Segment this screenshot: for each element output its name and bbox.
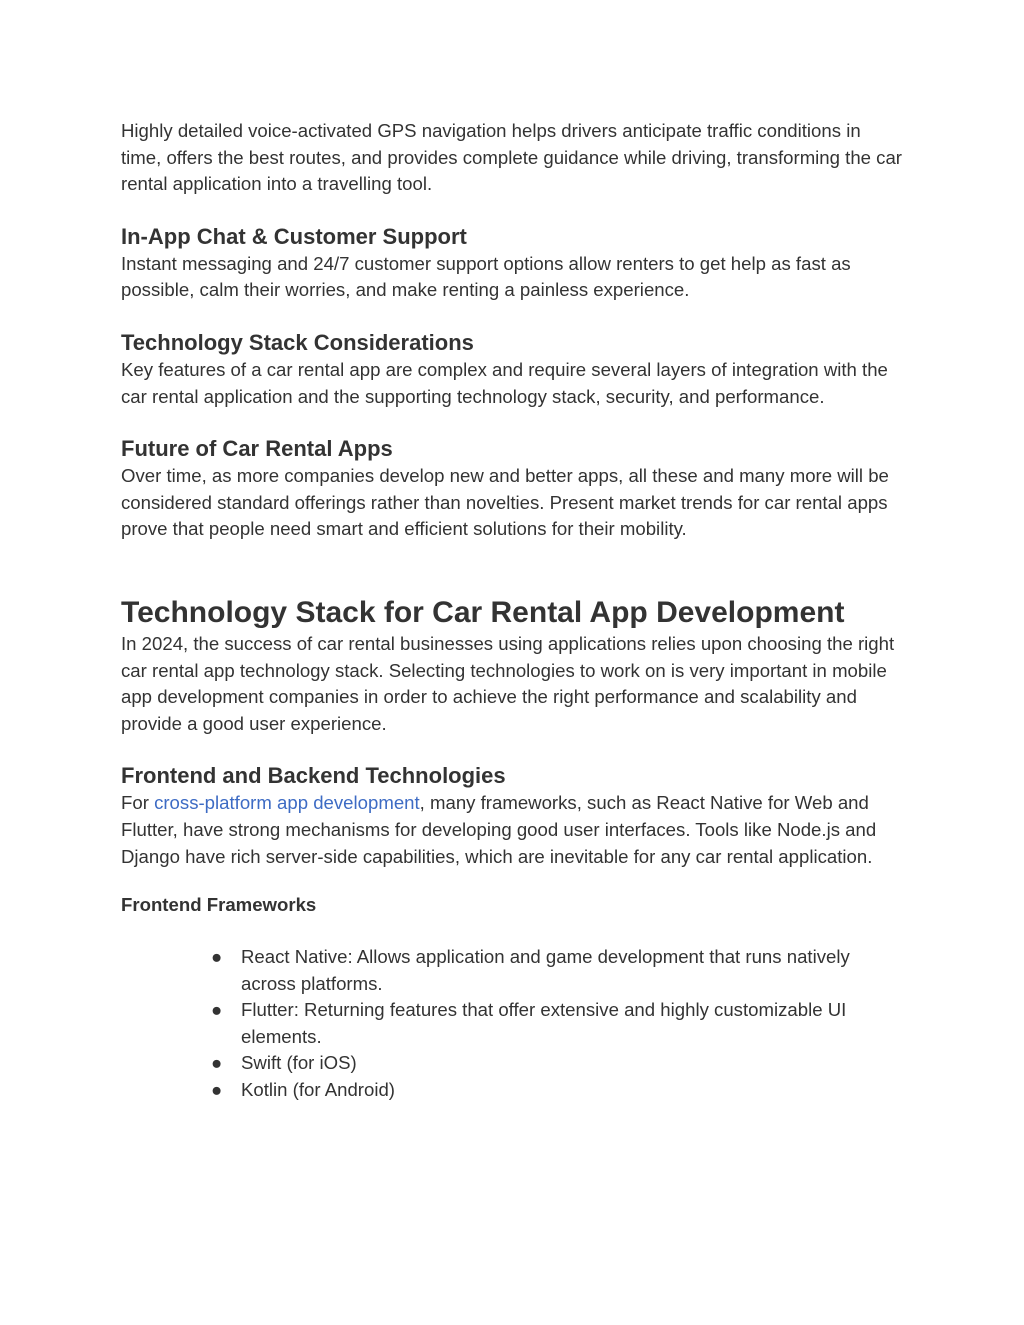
section-body-chat-support: Instant messaging and 24/7 customer support options allow renters to get help as fast as possible, calm their worries, and make renting a painless experience. bbox=[121, 252, 851, 301]
section-heading-chat-support: In-App Chat & Customer Support bbox=[121, 223, 467, 249]
section-body-tech-considerations: Key features of a car rental app are complex and require several layers of integration with the car rental application and the supporting technology stack, security, and performance. bbox=[121, 358, 888, 407]
list-item bbox=[121, 1050, 906, 1077]
list-item-text: React Native: Allows application and game development that runs natively across platforms. bbox=[241, 946, 850, 994]
document-page bbox=[121, 118, 906, 1104]
section-heading-tech-considerations: Technology Stack Considerations bbox=[121, 329, 474, 355]
bullet-icon: ● bbox=[211, 946, 223, 968]
bullet-icon: ● bbox=[211, 1052, 223, 1074]
bullet-icon: ● bbox=[211, 999, 223, 1021]
list-item-text: Flutter: Returning features that offer extensive and highly customizable UI elements. bbox=[241, 999, 847, 1047]
section-body-frontend-backend bbox=[121, 790, 906, 870]
main-heading: Technology Stack for Car Rental App Development bbox=[121, 595, 845, 629]
list-item bbox=[121, 997, 906, 1050]
main-body: In 2024, the success of car rental businesses using applications relies upon choosing the right car rental app technology stack. Selecting technologies to work on is very important in mobile app development companies in order to achieve the right performance and scalability and provide a good user experience. bbox=[121, 632, 895, 734]
cross-platform-link[interactable]: cross-platform app development bbox=[154, 792, 420, 814]
bullet-icon: ● bbox=[211, 1079, 223, 1101]
list-item-text: Kotlin (for Android) bbox=[241, 1079, 395, 1101]
section-body-future: Over time, as more companies develop new and better apps, all these and many more will be considered standard offerings rather than novelties. Present market trends for car rental apps prove that people need smart and efficient solutions for their mobility. bbox=[121, 465, 889, 540]
body-text-after-link: , many frameworks, such as React Native for Web and Flutter, have strong mechanisms for developing good user interfaces. Tools like Node.js and Django have rich server-side capabilities, which are inevitable for any car rental application. bbox=[121, 792, 877, 867]
section-heading-future: Future of Car Rental Apps bbox=[121, 436, 393, 462]
frontend-frameworks-list bbox=[121, 944, 906, 1104]
section-heading-frontend-backend: Frontend and Backend Technologies bbox=[121, 763, 506, 789]
body-text-before-link: For bbox=[121, 792, 155, 814]
list-item bbox=[121, 944, 906, 997]
list-item-text: Swift (for iOS) bbox=[241, 1052, 357, 1074]
list-item bbox=[121, 1077, 906, 1104]
intro-paragraph: Highly detailed voice-activated GPS navigation helps drivers anticipate traffic conditions in time, offers the best routes, and provides complete guidance while driving, transforming the car rental application into a travelling tool. bbox=[121, 120, 903, 195]
frontend-frameworks-heading: Frontend Frameworks bbox=[121, 894, 317, 916]
